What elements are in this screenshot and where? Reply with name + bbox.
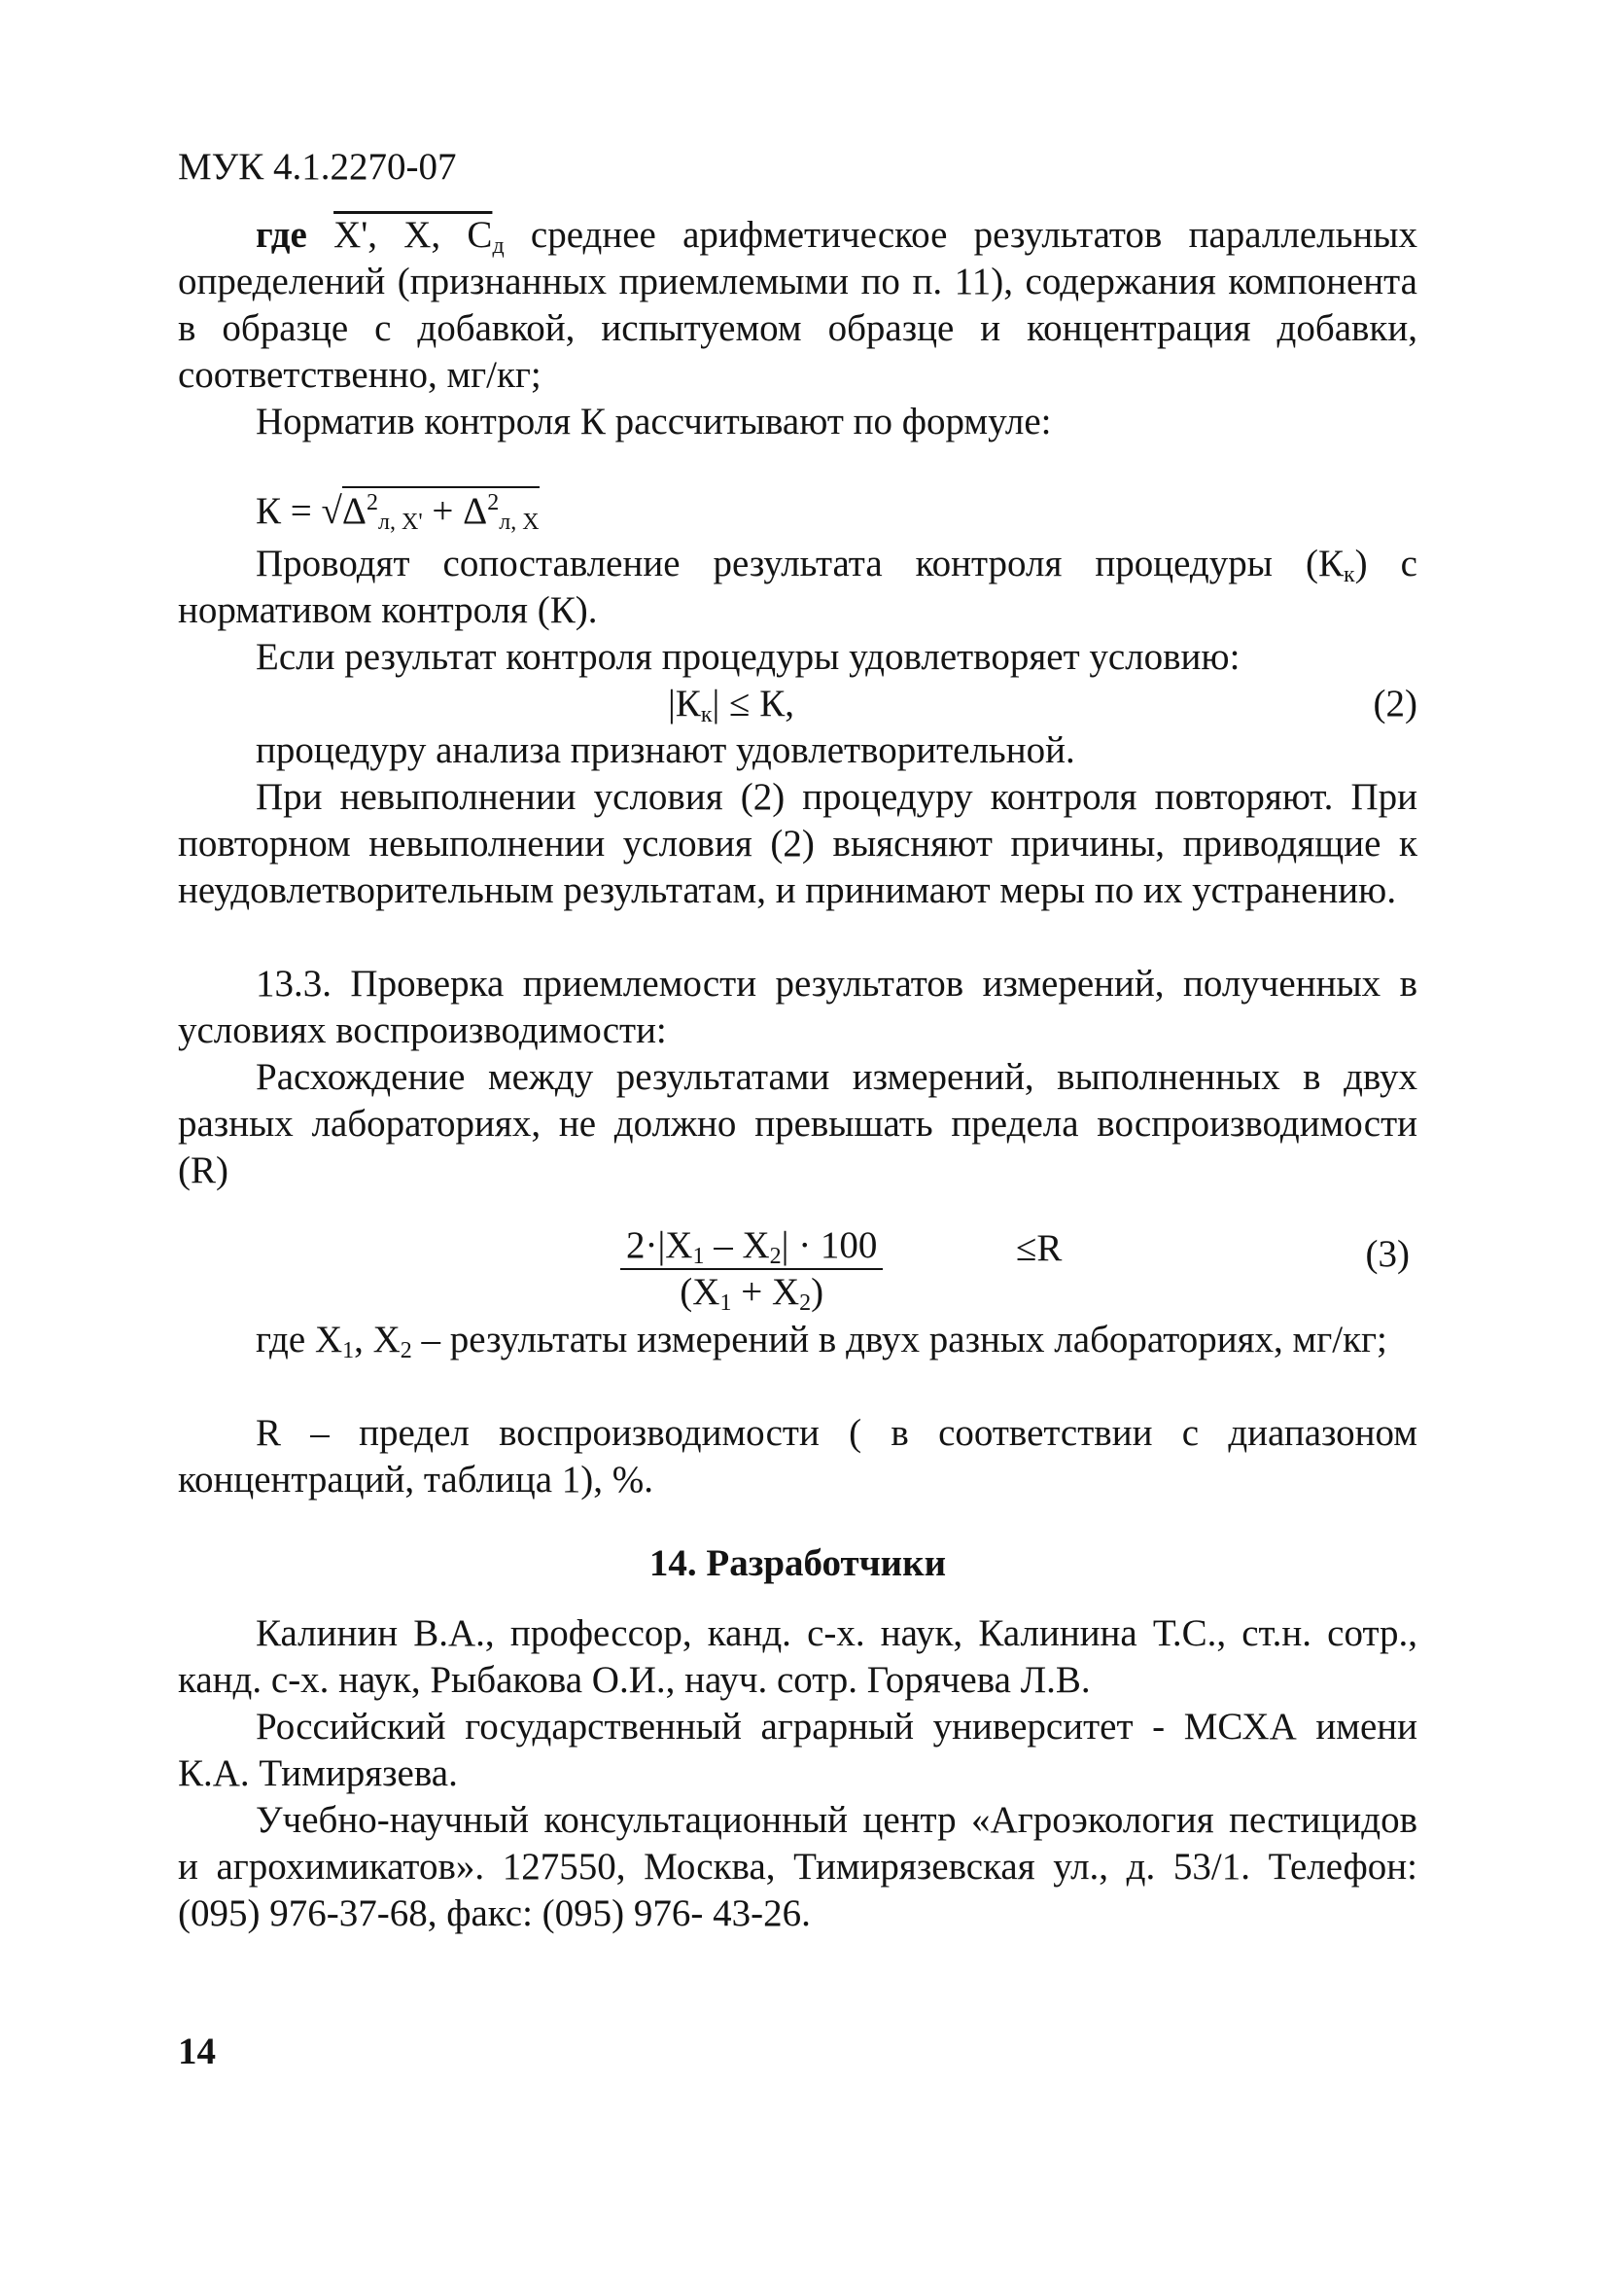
para-r-definition: R – предел воспроизводимости ( в соответствии с диапазоном концентраций, таблица 1), %. [178,1412,1417,1501]
where-sub: д [492,233,505,259]
para-where-x1-x2: где $X_1$, $X_2$ – результаты измерений в двух разных лабораториях, мг/кг; [256,1319,1387,1363]
para-compare: Проводят сопоставление результата контроля процедуры $(К_к)$ с нормативом контроля (К). [178,543,1417,631]
doc-code: МУК 4.1.2270-07 [178,146,457,188]
doc-code-header [178,144,1417,191]
where-symbols: X', X, C [333,214,493,256]
page-number: 14 [178,2031,216,2072]
formula-3-denominator: $(X_1 + X_2)$ [680,1271,824,1316]
formula-3-fraction [620,1223,883,1315]
para-norm: Норматив контроля К рассчитывают по формуле: [256,401,1052,442]
condition-2-number: (2) [1373,683,1417,724]
condition-2 [178,681,1417,727]
formula-3-rhs: ≤R [1016,1227,1063,1269]
where-word: где [256,214,307,256]
condition-2-expr: $|К_к| \le К$, [668,683,794,727]
para-13-3: 13.3. Проверка приемлемости результатов измерений, полученных в условиях воспроизводимости: [178,963,1417,1051]
para-diverge: Расхождение между результатами измерений, выполненных в двух разных лабораториях, не должно превышать предела воспроизводимости (R) [178,1056,1417,1191]
para-authors: Калинин В.А., профессор, канд. с-х. наук, Калинина Т.С., ст.н. сотр., канд. с-х. наук, Рыбакова О.И., науч. сотр. Горячева Л.В. [178,1612,1417,1701]
section-14-title [178,1540,1417,1587]
para-accept: процедуру анализа признают удовлетворительной. [256,729,1075,771]
formula-k-lhs: К = [256,490,322,532]
formula-3-numerator: $2\cdot|X_1 - X_2| \cdot 100$ [620,1223,883,1270]
section-title: 14. Разработчики [648,1542,947,1584]
para-if: Если результат контроля процедуры удовлетворяет условию: [256,636,1241,678]
para-university: Российский государственный аграрный университет - МСХА имени К.А. Тимирязева. [178,1706,1417,1794]
formula-3 [178,1223,1417,1321]
sqrt-sign-icon: √ [321,490,342,532]
where-rest: среднее арифметическое результатов параллельных определений (признанных приемлемыми по п. 11), содержания компонента в образце с добавкой, испытуемом образце и концентрация добавки, соответственно, мг/кг; [178,214,1417,396]
para-center: Учебно-научный консультационный центр «Агроэкология пестицидов и агрохимикатов». 127550, Москва, Тимирязевская ул., д. 53/1. Телефон: (095) 976-37-68, факс: (095) 976- 43-26. [178,1799,1417,1934]
formula-3-number: (3) [1365,1233,1410,1275]
formula-k-radicand: $\Delta^2_{л, X'} + \Delta^2_{л, X}$ [342,486,540,532]
formula-k [178,488,1417,535]
para-where-definitions [178,212,1417,399]
para-fail: При невыполнении условия (2) процедуру контроля повторяют. При повторном невыполнении условия (2) выясняют причины, приводящие к неудовлетворительным результатам, и принимают меры по их устранению. [178,776,1417,911]
